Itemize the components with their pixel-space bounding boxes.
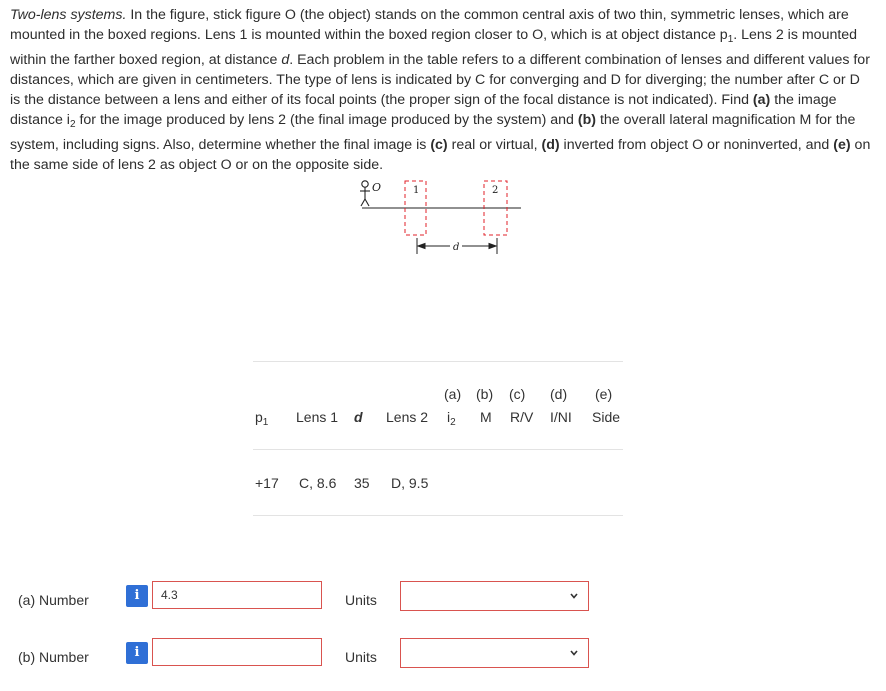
stick-figure-object <box>360 181 370 206</box>
answer-b-number-input[interactable] <box>152 638 322 666</box>
problem-statement: Two-lens systems. In the figure, stick figure O (the object) stands on the common central axis of two thin, symmetric lenses, which are mounted in the boxed regions. Lens 1 is mounted within the boxed region closer to O, which is at object distance $p_1$. Lens 2 is mounted within the farther boxed region, at distance d. Each problem in the table refers to a different combination of lenses and different values for distances, which are given in centimeters. The type of lens is indicated by C for converging and D for diverging; the number after C or D is the distance between a lens and either of its focal points (the proper sign of the focal distance is not indicated). Find (a) the image distance $i_2$ for the image produced by lens 2 (the final image produced by the system) and (b) the overall lateral magnification M for the system, including signs. Also, determine whether the final image is (c) real or virtual, (d) inverted from object O or noninverted, and (e) on the same side of lens 2 as object O or on the opposite side. <box>10 7 871 173</box>
info-icon[interactable]: i <box>126 585 148 607</box>
col-M: M <box>480 409 492 425</box>
answer-b-label: (b) Number <box>18 649 89 665</box>
table-rule-bottom <box>253 515 623 516</box>
header-d: (d) <box>550 386 568 402</box>
lens-2-label: 2 <box>492 185 499 196</box>
lens-system-figure <box>345 176 535 276</box>
header-e: (e) <box>595 386 613 402</box>
col-ini: I/NI <box>550 409 572 425</box>
chevron-down-icon <box>569 648 579 658</box>
header-b: (b) <box>476 386 494 402</box>
answer-a-number-input[interactable] <box>152 581 322 609</box>
col-rv: R/V <box>510 409 534 425</box>
table-rule-mid <box>253 449 623 450</box>
cell-lens1: C, 8.6 <box>299 475 337 491</box>
info-icon[interactable]: i <box>126 642 148 664</box>
col-d: d <box>354 409 363 425</box>
cell-p1: +17 <box>255 475 279 491</box>
object-label: O <box>372 181 382 194</box>
header-c: (c) <box>509 386 526 402</box>
col-side: Side <box>592 409 621 425</box>
col-p1: $p_1$ <box>255 409 269 428</box>
answer-a-units-label: Units <box>345 592 377 608</box>
table-rule-top <box>253 361 623 362</box>
answer-row-b <box>0 638 886 678</box>
answer-b-units-label: Units <box>345 649 377 665</box>
answer-a-label: (a) Number <box>18 592 89 608</box>
answer-row-a <box>0 581 886 621</box>
problem-title: Two-lens systems. <box>10 7 127 23</box>
col-i2: $i_2$ <box>447 409 456 428</box>
cell-lens2: D, 9.5 <box>391 475 429 491</box>
header-a: (a) <box>444 386 462 402</box>
answer-a-units-select[interactable] <box>400 581 589 611</box>
lens-1-label: 1 <box>413 185 420 196</box>
col-lens1: Lens 1 <box>296 409 339 425</box>
distance-label: d <box>453 242 460 253</box>
answer-b-units-select[interactable] <box>400 638 589 668</box>
col-lens2: Lens 2 <box>386 409 429 425</box>
cell-d: 35 <box>354 475 370 491</box>
chevron-down-icon <box>569 591 579 601</box>
